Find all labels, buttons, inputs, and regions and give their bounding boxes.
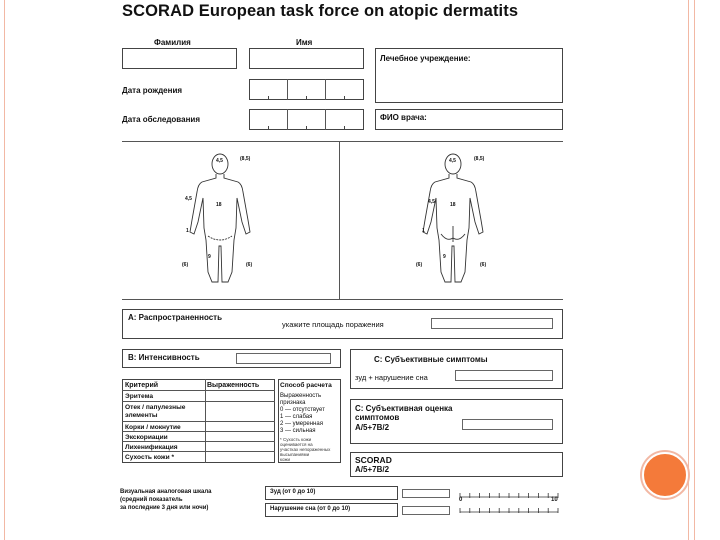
method-footnote: оценивается на (280, 442, 313, 447)
name-label: Имя (296, 38, 313, 47)
criteria-row-rule (122, 421, 275, 422)
birth-date-tick (306, 96, 307, 100)
criteria-header-rule (122, 390, 275, 391)
back-head-label: 4,5 (449, 158, 456, 164)
doctor-label: ФИО врача: (380, 113, 427, 122)
vas-itch-input[interactable] (402, 489, 450, 498)
section-a-title: A: Распространенность (128, 313, 223, 322)
criterion-edema-cont: элементы (125, 412, 158, 419)
section-c2-title: C: Субъективная оценка (355, 404, 453, 413)
back-trunk-label: 18 (450, 202, 456, 208)
scorad-title: SCORAD (355, 455, 392, 465)
method-line: 0 — отсутствует (280, 407, 325, 413)
surname-label: Фамилия (154, 38, 191, 47)
section-a-hint: укажите площадь поражения (282, 320, 384, 329)
method-line: 2 — умеренная (280, 421, 323, 427)
exam-date-divider-1 (287, 109, 288, 130)
vas-itch-label: Зуд (от 0 до 10) (270, 489, 316, 495)
criteria-row-rule (122, 451, 275, 452)
section-c2-title-cont: симптомов (355, 413, 400, 422)
section-c2-formula: A/5+7B/2 (355, 423, 390, 432)
vas-label-line: за последние 3 дня или ночи) (120, 505, 209, 511)
section-b-title: B: Интенсивность (128, 353, 200, 362)
section-c-title: C: Субъективные симптомы (374, 355, 488, 364)
criterion-crusts: Корки / мокнутие (125, 424, 181, 431)
front-leg-child-label: (6) (182, 262, 189, 268)
front-head-child-label: (8,5) (240, 156, 251, 162)
vas-scale[interactable] (454, 486, 564, 518)
exam-date-tick (306, 126, 307, 130)
method-header: Способ расчета (280, 382, 332, 389)
section-c2-input[interactable] (462, 419, 553, 430)
front-head-label: 4,5 (216, 158, 223, 164)
form-title: SCORAD European task force on atopic dermatits (122, 2, 519, 20)
frame-line-left (4, 0, 5, 540)
figures-divider (339, 141, 340, 299)
front-hand-label: 1 (186, 228, 189, 234)
criteria-row-rule (122, 431, 275, 432)
exam-date-tick (344, 126, 345, 130)
back-leg-label: 9 (443, 254, 446, 260)
criterion-erythema: Эритема (125, 393, 154, 400)
criterion-edema: Отек / папулезные (125, 404, 186, 411)
scorad-formula: A/5+7B/2 (355, 465, 390, 474)
front-trunk-label: 18 (216, 202, 222, 208)
criterion-lichenification: Лихенификация (125, 444, 178, 451)
exam-date-divider-2 (325, 109, 326, 130)
scorad-form (110, 0, 575, 540)
figures-top-rule (122, 141, 563, 142)
back-hand-label: 1 (422, 228, 425, 234)
figures-bottom-rule (122, 299, 563, 300)
vas-label-line: (средний показатель (120, 497, 183, 503)
vas-sleep-input[interactable] (402, 506, 450, 515)
section-c-input[interactable] (455, 370, 553, 381)
vas-scale-max: 10 (551, 497, 558, 503)
criteria-header: Критерий (125, 382, 159, 389)
method-footnote: * Сухость кожи (280, 437, 312, 442)
name-field[interactable] (249, 48, 364, 69)
criteria-row-rule (122, 441, 275, 442)
birth-date-tick (344, 96, 345, 100)
section-c-item: зуд + нарушение сна (355, 373, 428, 382)
frame-line-right-outer (694, 0, 695, 540)
body-front-figure (172, 150, 272, 290)
birth-date-tick (268, 96, 269, 100)
vas-sleep-label: Нарушение сна (от 0 до 10) (270, 506, 351, 512)
surname-field[interactable] (122, 48, 237, 69)
method-line: 3 — сильная (280, 428, 316, 434)
body-back-figure (405, 150, 505, 290)
criterion-excoriation: Экскориации (125, 434, 168, 441)
back-head-child-label: (8,5) (474, 156, 485, 162)
method-footnote: кожи (280, 457, 290, 462)
back-leg-child-label: (6) (416, 262, 423, 268)
exam-date-tick (268, 126, 269, 130)
back-leg-child-right-label: (6) (480, 262, 487, 268)
method-line: Выраженность (280, 393, 322, 399)
criteria-row-rule (122, 401, 275, 402)
expression-header: Выраженность (207, 382, 260, 389)
method-footnote: участках непораженных (280, 447, 331, 452)
birth-date-divider-1 (287, 79, 288, 100)
method-line: признака (280, 400, 306, 406)
section-a-input[interactable] (431, 318, 553, 329)
method-line: 1 — слабая (280, 414, 313, 420)
birth-date-label: Дата рождения (122, 86, 183, 95)
section-b-input[interactable] (236, 353, 331, 364)
front-leg-child-right-label: (6) (246, 262, 253, 268)
frame-line-right-inner (688, 0, 689, 540)
birth-date-divider-2 (325, 79, 326, 100)
criterion-dryness: Сухость кожи * (125, 454, 175, 461)
vas-label-line: Визуальная аналоговая шкала (120, 489, 212, 495)
back-arm-label: 4,5 (428, 199, 435, 205)
vas-scale-min: 0 (459, 497, 463, 503)
decorative-circle (642, 452, 688, 498)
exam-date-label: Дата обследования (122, 115, 200, 124)
method-footnote: высыпаниями (280, 452, 310, 457)
front-arm-label: 4,5 (185, 196, 192, 202)
front-leg-label: 9 (208, 254, 211, 260)
institution-label: Лечебное учреждение: (380, 54, 471, 63)
